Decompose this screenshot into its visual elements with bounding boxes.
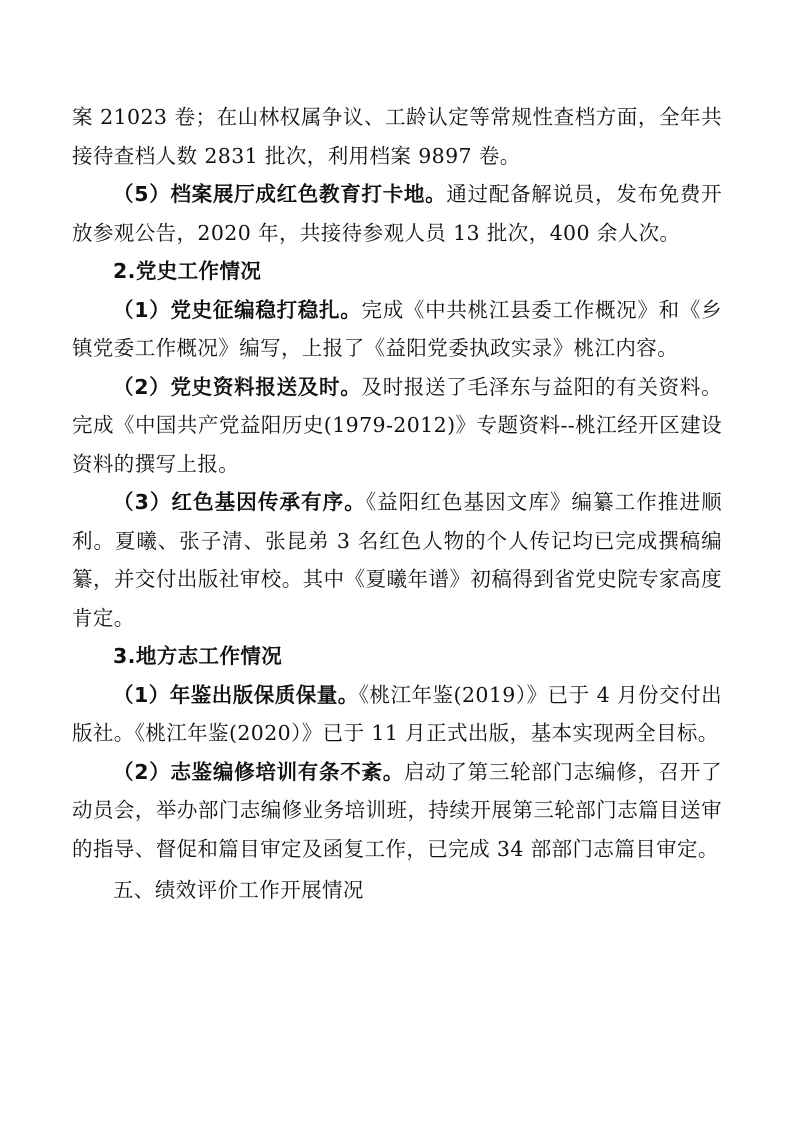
item-title: （3）红色基因传承有序。 (113, 490, 366, 514)
item-title: （1）党史征编稳打稳扎。 (113, 297, 362, 322)
item-title: （5）档案展厅成红色教育打卡地。 (113, 182, 447, 206)
chapter-heading-performance-evaluation: 五、绩效评价工作开展情况 (113, 878, 364, 902)
paragraph-archive-hall (72, 175, 722, 252)
section-heading-local-chronicles: 3.地方志工作情况 (113, 644, 283, 668)
paragraph-text: 案 21023 卷；在山林权属争议、工龄认定等常规性查档方面，全年共接待查档人数 2831 批次，利用档案 9897 卷。 (72, 105, 722, 168)
paragraph-chronicle-training (72, 753, 722, 869)
paragraph-text: 启动了第三轮部门志编修，召开了动员会，举办部门志编修业务培训班，持续开展第三轮部门志篇目送审的指导、督促和篇目审定及函复工作，已完成 34 部部门志篇目审定。 (72, 759, 722, 861)
item-title: （1）年鉴出版保质保量。 (113, 682, 359, 707)
paragraph-yearbook (72, 676, 722, 753)
document-body (72, 98, 722, 910)
item-title: （2）党史资料报送及时。 (113, 374, 362, 399)
section-heading-party-history: 2.党史工作情况 (113, 259, 262, 283)
paragraph-red-gene (72, 483, 722, 637)
item-title: （2）志鉴编修培训有条不紊。 (113, 759, 404, 784)
paragraph-text: 及时报送了毛泽东与益阳的有关资料。完成《中国共产党益阳历史(1979-2012)》专题资料--桃江经开区建设资料的撰写上报。 (72, 374, 722, 476)
paragraph-text: 通过配备解说员，发布免费开放参观公告，2020 年，共接待参观人员 13 批次，400 余人次。 (72, 182, 723, 245)
paragraph-text: 完成《中共桃江县委工作概况》和《乡镇党委工作概况》编写，上报了《益阳党委执政实录》桃江内容。 (72, 297, 722, 360)
paragraph-text: 《桃江年鉴(2019）》已于 4 月份交付出版社。《桃江年鉴(2020）》已于 11 月正式出版，基本实现两全目标。 (72, 682, 722, 745)
paragraph-text: 《益阳红色基因文库》编纂工作推进顺利。夏曦、张子清、张昆弟 3 名红色人物的个人传记均已完成撰稿编纂，并交付出版社审校。其中《夏曦年谱》初稿得到省党史院专家高度肯定。 (72, 490, 722, 630)
paragraph-party-history-materials (72, 368, 722, 484)
paragraph-party-history-compilation (72, 291, 722, 368)
paragraph-archive-stats (72, 98, 722, 175)
